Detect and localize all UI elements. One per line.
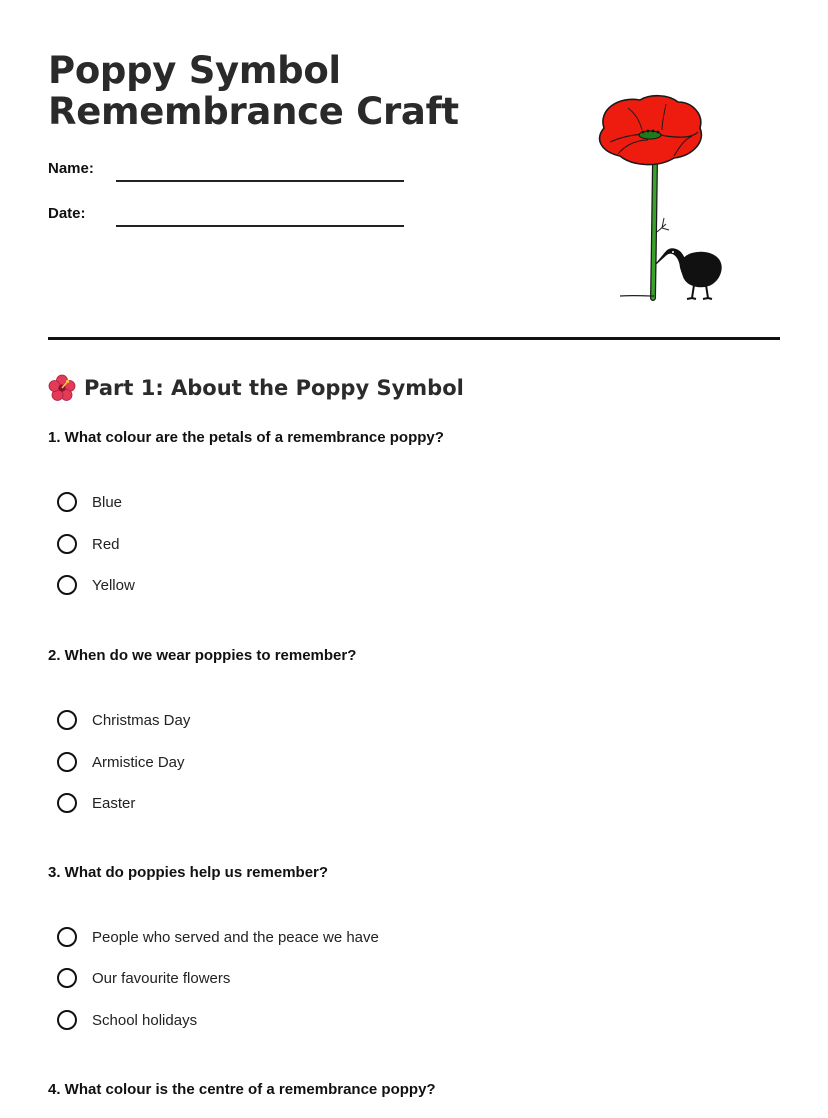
hibiscus-flower-icon (48, 374, 76, 402)
radio-button[interactable] (57, 927, 77, 947)
option-label: Our favourite flowers (92, 969, 231, 987)
question-4: 4. What colour is the centre of a remembrance poppy? (48, 1081, 436, 1098)
question-1: 1. What colour are the petals of a remembrance poppy? (48, 429, 444, 446)
q3-option-holidays[interactable] (57, 1010, 197, 1030)
radio-button[interactable] (57, 793, 77, 813)
option-label: School holidays (92, 1011, 198, 1029)
section-heading-part1 (48, 374, 464, 402)
title-line-2: Remembrance Craft (48, 90, 459, 133)
q2-option-armistice[interactable] (57, 752, 185, 772)
radio-button[interactable] (57, 710, 77, 730)
date-field[interactable] (116, 225, 404, 227)
option-label: Yellow (92, 576, 135, 594)
radio-button[interactable] (57, 534, 77, 554)
q3-option-flowers[interactable] (57, 968, 230, 988)
q1-option-yellow[interactable] (57, 575, 135, 595)
option-label: Blue (92, 493, 123, 511)
page-title (48, 50, 459, 132)
q1-option-red[interactable] (57, 534, 120, 554)
header-divider (48, 337, 780, 340)
poppy-and-kiwi-illustration (588, 92, 728, 304)
radio-button[interactable] (57, 968, 77, 988)
radio-button[interactable] (57, 492, 77, 512)
title-line-1: Poppy Symbol (48, 49, 341, 92)
section-heading-text: Part 1: About the Poppy Symbol (84, 376, 464, 400)
kiwi-bird-icon (656, 249, 721, 299)
q2-option-easter[interactable] (57, 793, 135, 813)
q1-option-blue[interactable] (57, 492, 122, 512)
name-label: Name: (48, 160, 94, 177)
q3-option-people[interactable] (57, 927, 379, 947)
option-label: People who served and the peace we have (92, 928, 379, 946)
date-label: Date: (48, 205, 86, 222)
option-label: Red (92, 535, 120, 553)
name-field[interactable] (116, 180, 404, 182)
radio-button[interactable] (57, 575, 77, 595)
question-2: 2. When do we wear poppies to remember? (48, 647, 357, 664)
q2-option-christmas[interactable] (57, 710, 190, 730)
radio-button[interactable] (57, 1010, 77, 1030)
option-label: Armistice Day (92, 753, 185, 771)
option-label: Christmas Day (92, 711, 191, 729)
radio-button[interactable] (57, 752, 77, 772)
option-label: Easter (92, 794, 136, 812)
question-3: 3. What do poppies help us remember? (48, 864, 329, 881)
